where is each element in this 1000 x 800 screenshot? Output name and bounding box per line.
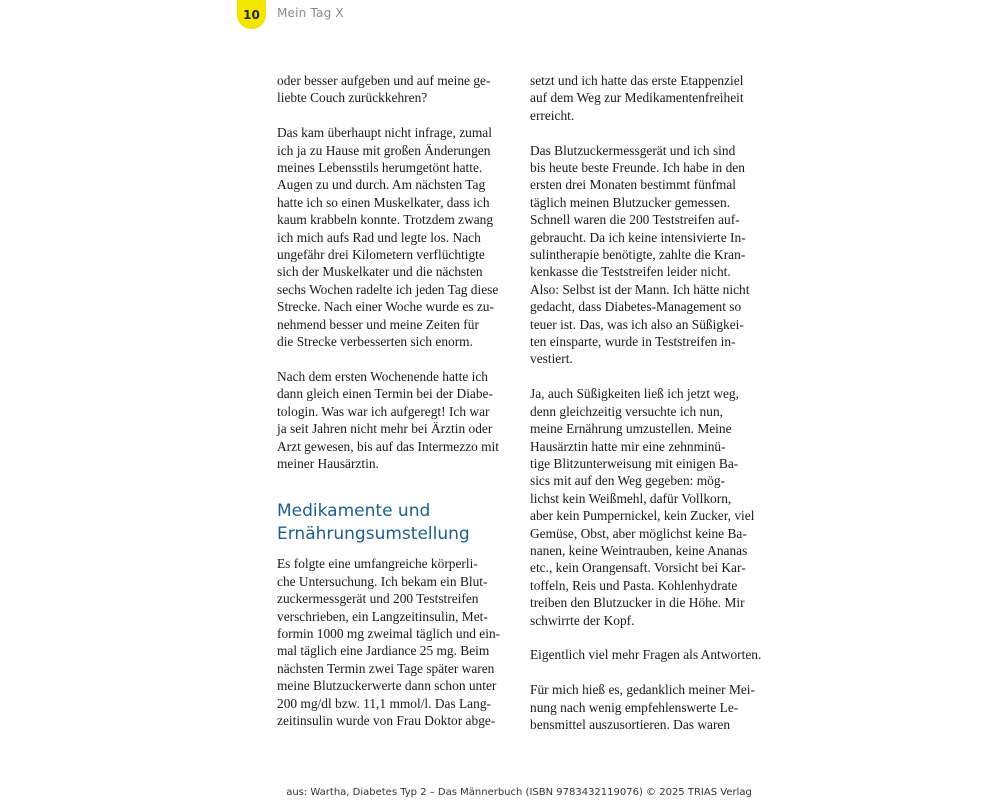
text-line: Augen zu und durch. Am nächsten Tag <box>277 177 486 193</box>
text-line: gebraucht. Da ich keine intensivierte In- <box>530 229 746 245</box>
section-heading <box>277 500 517 546</box>
text-line: auf dem Weg zur Medikamentenfreiheit <box>530 90 744 106</box>
heading-line: Ernährungsumstellung <box>277 524 470 545</box>
text-line: ich mich aufs Rad und legte los. Nach <box>277 229 481 245</box>
text-line: kenkasse die Teststreifen leider nicht. <box>530 264 731 280</box>
text-line: kaum krabbeln konnte. Trotzdem zwang <box>277 212 494 228</box>
text-line: Gemüse, Obst, aber möglichst keine Ba- <box>530 525 747 541</box>
text-line: toffeln, Reis und Pasta. Kohlenhydrate <box>530 577 738 593</box>
footer-citation: aus: Wartha, Diabetes Typ 2 – Das Männerbuch (ISBN 9783432119076) © 2025 TRIAS Verlag <box>286 787 752 798</box>
running-head: Mein Tag X <box>277 6 344 20</box>
paragraph <box>277 368 517 472</box>
text-line: teuer ist. Das, was ich also an Süßigkei- <box>530 316 744 332</box>
text-line: tologin. Was war ich aufgeregt! Ich war <box>277 403 490 419</box>
text-line: Für mich hieß es, gedanklich meiner Mei- <box>530 682 755 698</box>
text-line: vestiert. <box>530 351 573 367</box>
paragraph <box>277 72 517 107</box>
text-line: ungefähr drei Kilometern verflüchtigte <box>277 247 485 263</box>
text-line: 200 mg/dl bzw. 11,1 mmol/l. Das Lang- <box>277 695 491 711</box>
text-line: gedacht, dass Diabetes-Management so <box>530 299 742 315</box>
text-line: Also: Selbst ist der Mann. Ich hätte nicht <box>530 281 750 297</box>
text-line: Das kam überhaupt nicht infrage, zumal <box>277 125 492 141</box>
text-line: Es folgte eine umfangreiche körperli- <box>277 556 478 572</box>
heading-line: Medikamente und <box>277 501 431 522</box>
left-column <box>277 72 517 747</box>
text-line: meiner Hausärztin. <box>277 455 379 471</box>
text-line: zuckermessgerät und 200 Teststreifen <box>277 591 479 607</box>
text-line: etc., kein Orangensaft. Vorsicht bei Kar- <box>530 560 746 576</box>
text-line: setzt und ich hatte das erste Etappenziel <box>530 73 744 88</box>
page-number-badge: 10 <box>237 0 266 29</box>
text-line: meine Blutzuckerwerte dann schon unter <box>277 678 497 694</box>
text-line: nung nach wenig empfehlenswerte Le- <box>530 699 739 715</box>
text-line: zeitinsulin wurde von Frau Doktor abge- <box>277 712 496 728</box>
right-column <box>530 72 770 751</box>
text-line: nanen, keine Weintrauben, keine Ananas <box>530 542 748 558</box>
text-line: che Untersuchung. Ich bekam ein Blut- <box>277 573 488 589</box>
text-line: dann gleich einen Termin bei der Diabe- <box>277 386 493 402</box>
text-line: verschrieben, ein Langzeitinsulin, Met- <box>277 608 488 624</box>
text-line: ich ja zu Hause mit großen Änderungen <box>277 142 491 158</box>
text-line: sich der Muskelkater und die nächsten <box>277 264 483 280</box>
paragraph <box>530 72 770 124</box>
paragraph <box>530 681 770 733</box>
text-line: Das Blutzuckermessgerät und ich sind <box>530 142 736 158</box>
text-line: Schnell waren die 200 Teststreifen auf- <box>530 212 740 228</box>
text-line: Arzt gewesen, bis auf das Intermezzo mit <box>277 438 499 454</box>
text-line: formin 1000 mg zweimal täglich und ein- <box>277 625 501 641</box>
text-line: tige Blitzunterweisung mit einigen Ba- <box>530 455 739 471</box>
text-line: mal täglich eine Jardiance 25 mg. Beim <box>277 643 490 659</box>
text-line: meines Lebensstils herumgetönt hatte. <box>277 160 483 176</box>
text-line: ja seit Jahren nicht mehr bei Ärztin oder <box>277 421 493 437</box>
text-line: Hausärztin hatte mir eine zehnminü- <box>530 438 726 454</box>
text-line: meine Ernährung umzustellen. Meine <box>530 421 732 437</box>
text-line: erreicht. <box>530 107 575 123</box>
text-line: Eigentlich viel mehr Fragen als Antworten. <box>530 647 762 663</box>
text-line: nehmend besser und meine Zeiten für <box>277 316 479 332</box>
text-line: sechs Wochen radelte ich jeden Tag diese <box>277 281 499 297</box>
paragraph <box>530 142 770 368</box>
text-line: sulintherapie benötigte, zahlte die Kran- <box>530 247 746 263</box>
text-line: schwirrte der Kopf. <box>530 612 635 628</box>
text-line: Ja, auch Süßigkeiten ließ ich jetzt weg, <box>530 386 739 402</box>
text-line: ersten drei Monaten bestimmt fünfmal <box>530 177 737 193</box>
text-line: aber kein Pumpernickel, kein Zucker, viel <box>530 508 755 524</box>
text-line: liebte Couch zurückkehren? <box>277 90 428 106</box>
text-line: denn gleichzeitig versuchte ich nun, <box>530 403 723 419</box>
text-line: die Strecke verbesserten sich enorm. <box>277 334 473 350</box>
text-line: nächsten Termin zwei Tage später waren <box>277 660 495 676</box>
text-line: Nach dem ersten Wochenende hatte ich <box>277 368 488 384</box>
text-line: Strecke. Nach einer Woche wurde es zu- <box>277 299 494 315</box>
text-line: bensmittel auszusortieren. Das waren <box>530 716 731 732</box>
text-line: lichst kein Weißmehl, dafür Vollkorn, <box>530 490 732 506</box>
paragraph <box>277 555 517 729</box>
paragraph <box>530 646 770 663</box>
text-line: sics mit auf den Weg gegeben: mög- <box>530 473 726 489</box>
paragraph <box>277 124 517 350</box>
text-line: treiben den Blutzucker in die Höhe. Mir <box>530 595 745 611</box>
text-line: hatte ich so einen Muskelkater, dass ich <box>277 194 490 210</box>
text-line: oder besser aufgeben und auf meine ge- <box>277 73 491 88</box>
paragraph <box>530 385 770 629</box>
text-line: ten einsparte, wurde in Teststreifen in- <box>530 334 736 350</box>
text-line: bis heute beste Freunde. Ich habe in den <box>530 160 745 176</box>
text-line: täglich meinen Blutzucker gemessen. <box>530 194 731 210</box>
